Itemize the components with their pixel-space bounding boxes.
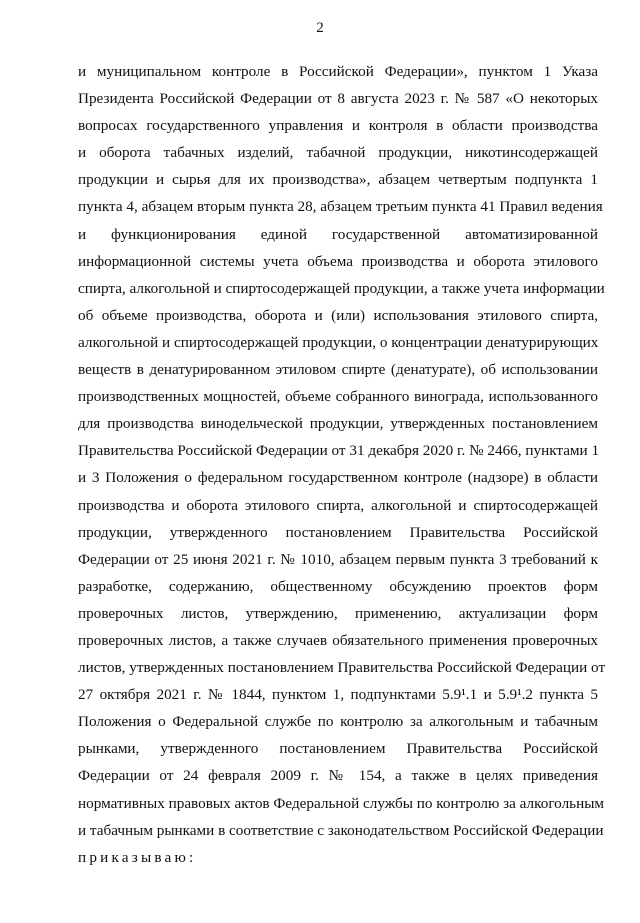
body-line: разработке, содержанию, общественному обсуждению проектов форм xyxy=(78,577,598,595)
body-line: веществ в денатурированном этиловом спирте (денатурате), об использовании xyxy=(78,361,598,379)
body-line: для производства винодельческой продукции, утвержденных постановлением xyxy=(78,415,598,433)
body-line: нормативных правовых актов Федеральной службы по контролю за алкогольным xyxy=(78,794,605,812)
body-line: 27 октября 2021 г. № 1844, пунктом 1, подпунктами 5.9¹.1 и 5.9¹.2 пункта 5 xyxy=(78,686,598,704)
body-line: и функционирования единой государственной автоматизированной xyxy=(78,225,598,243)
body-line: Федерации от 24 февраля 2009 г. № 154, а также в целях приведения xyxy=(78,767,598,785)
body-line: пункта 4, абзацем вторым пункта 28, абзацем третьим пункта 41 Правил ведения xyxy=(78,198,603,216)
body-line: и оборота табачных изделий, табачной продукции, никотинсодержащей xyxy=(78,144,598,162)
body-line: Правительства Российской Федерации от 31 декабря 2020 г. № 2466, пунктами 1 xyxy=(78,442,600,460)
order-word: приказываю: xyxy=(78,848,197,866)
body-line: и муниципальном контроле в Российской Федерации», пунктом 1 Указа xyxy=(78,63,598,80)
body-line: информационной системы учета объема производства и оборота этилового xyxy=(78,252,598,270)
body-line: Федерации от 25 июня 2021 г. № 1010, абзацем первым пункта 3 требований к xyxy=(78,550,598,568)
body-line: Президента Российской Федерации от 8 августа 2023 г. № 587 «О некоторых xyxy=(78,90,598,108)
body-line: листов, утвержденных постановлением Правительства Российской Федерации от xyxy=(78,659,606,677)
body-line: об объеме производства, оборота и (или) использования этилового спирта, xyxy=(78,306,598,324)
body-line: вопросах государственного управления и контроля в области производства xyxy=(78,117,598,135)
body-line: и табачным рынками в соответствие с законодательством Российской Федерации xyxy=(78,821,604,839)
body-line: проверочных листов, а также случаев обязательного применения проверочных xyxy=(78,631,598,649)
body-line: и 3 Положения о федеральном государственном контроле (надзоре) в области xyxy=(78,469,598,487)
body-line: продукции, утвержденного постановлением Правительства Российской xyxy=(78,523,598,541)
body-line: рынками, утвержденного постановлением Правительства Российской xyxy=(78,740,598,758)
body-line: проверочных листов, утверждению, применению, актуализации форм xyxy=(78,604,598,622)
body-line: Положения о Федеральной службе по контролю за алкогольным и табачным xyxy=(78,713,598,731)
body-line: алкогольной и спиртосодержащей продукции, о концентрации денатурирующих xyxy=(78,333,599,351)
page-number: 2 xyxy=(316,20,324,36)
body-line: продукции и сырья для их производства», абзацем четвертым подпункта 1 xyxy=(78,171,598,189)
body-line: спирта, алкогольной и спиртосодержащей продукции, а также учета информации xyxy=(78,279,605,297)
body-line: производства и оборота этилового спирта, алкогольной и спиртосодержащей xyxy=(78,496,598,514)
body-paragraph xyxy=(78,58,606,871)
body-line: производственных мощностей, объеме собранного винограда, использованного xyxy=(78,388,598,406)
